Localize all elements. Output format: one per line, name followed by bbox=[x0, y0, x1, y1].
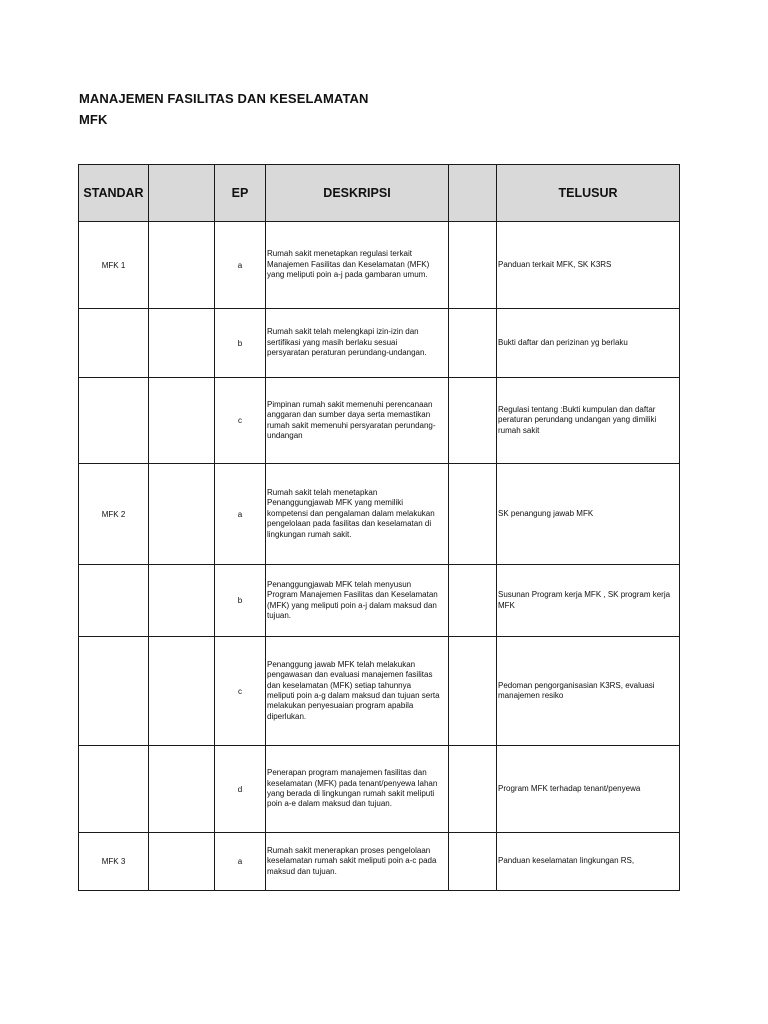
telusur-cell bbox=[497, 464, 680, 565]
standar-cell bbox=[79, 746, 149, 833]
ep-cell: c bbox=[215, 378, 266, 464]
table-row bbox=[79, 222, 680, 309]
deskripsi-cell bbox=[266, 309, 449, 378]
ep-cell: c bbox=[215, 637, 266, 746]
empty-cell bbox=[449, 565, 497, 637]
telusur-cell bbox=[497, 637, 680, 746]
mfk-table bbox=[78, 164, 680, 891]
standar-cell bbox=[79, 378, 149, 464]
deskripsi-text: Pimpinan rumah sakit memenuhi perencanaan anggaran dan sumber daya serta memastikan rumah sakit memenuhi persyaratan perundang-undangan bbox=[267, 399, 436, 440]
deskripsi-cell bbox=[266, 464, 449, 565]
telusur-text: Pedoman pengorganisasian K3RS, evaluasi manajemen resiko bbox=[498, 680, 655, 700]
empty-cell bbox=[449, 746, 497, 833]
header-deskripsi: DESKRIPSI bbox=[266, 165, 449, 222]
ep-cell: d bbox=[215, 746, 266, 833]
header-standar: STANDAR bbox=[79, 165, 149, 222]
telusur-cell bbox=[497, 222, 680, 309]
standar-cell: MFK 1 bbox=[79, 222, 149, 309]
table-row bbox=[79, 746, 680, 833]
deskripsi-cell bbox=[266, 833, 449, 891]
ep-cell: b bbox=[215, 565, 266, 637]
ep-cell: a bbox=[215, 222, 266, 309]
table-header-row bbox=[79, 165, 680, 222]
deskripsi-cell bbox=[266, 378, 449, 464]
empty-cell bbox=[449, 464, 497, 565]
table-row bbox=[79, 833, 680, 891]
telusur-cell bbox=[497, 565, 680, 637]
table-row bbox=[79, 565, 680, 637]
telusur-text: SK penangung jawab MFK bbox=[498, 508, 594, 518]
telusur-text: Program MFK terhadap tenant/penyewa bbox=[498, 783, 641, 793]
deskripsi-cell bbox=[266, 746, 449, 833]
table-row bbox=[79, 464, 680, 565]
deskripsi-text: Rumah sakit menerapkan proses pengelolaan keselamatan rumah sakit meliputi poin a-c pada maksud dan tujuan. bbox=[267, 845, 437, 876]
empty-cell bbox=[149, 222, 215, 309]
telusur-cell bbox=[497, 746, 680, 833]
telusur-cell bbox=[497, 309, 680, 378]
telusur-text: Bukti daftar dan perizinan yg berlaku bbox=[498, 337, 628, 347]
deskripsi-text: Penanggung jawab MFK telah melakukan pengawasan dan evaluasi manajemen fasilitas dan keselamatan (MFK) setiap tahunnya meliputi poin a-g dalam maksud dan tujuan serta melakukan penyesuaian program apabila diperlukan. bbox=[267, 659, 440, 721]
table-row bbox=[79, 637, 680, 746]
ep-cell: a bbox=[215, 833, 266, 891]
empty-cell bbox=[449, 309, 497, 378]
ep-cell: b bbox=[215, 309, 266, 378]
deskripsi-text: Rumah sakit telah melengkapi izin-izin dan sertifikasi yang masih berlaku sesuai persyaratan peraturan perundang-undangan. bbox=[267, 327, 427, 358]
ep-cell: a bbox=[215, 464, 266, 565]
empty-cell bbox=[149, 309, 215, 378]
deskripsi-text: Penanggungjawab MFK telah menyusun Program Manajemen Fasilitas dan Keselamatan (MFK) yang meliputi poin a-j dalam maksud dan tujuan. bbox=[267, 579, 438, 620]
empty-cell bbox=[149, 833, 215, 891]
empty-cell bbox=[449, 637, 497, 746]
table-row bbox=[79, 378, 680, 464]
empty-cell bbox=[449, 378, 497, 464]
header-telusur: TELUSUR bbox=[497, 165, 680, 222]
standar-cell: MFK 2 bbox=[79, 464, 149, 565]
telusur-text: Panduan keselamatan lingkungan RS, bbox=[498, 856, 635, 866]
telusur-text: Panduan terkait MFK, SK K3RS bbox=[498, 259, 612, 269]
empty-cell bbox=[149, 464, 215, 565]
empty-cell bbox=[449, 222, 497, 309]
empty-cell bbox=[149, 565, 215, 637]
telusur-text: Regulasi tentang :Bukti kumpulan dan daftar peraturan perundang undangan yang dimiliki rumah sakit bbox=[498, 404, 657, 435]
deskripsi-cell bbox=[266, 222, 449, 309]
header-blank bbox=[449, 165, 497, 222]
empty-cell bbox=[149, 637, 215, 746]
deskripsi-text: Rumah sakit telah menetapkan Penanggungjawab MFK yang memiliki kompetensi dan pengalaman dalam melakukan pengelolaan pada fasilitas dan keselamatan di lingkungan rumah sakit. bbox=[267, 487, 435, 539]
empty-cell bbox=[449, 833, 497, 891]
header-ep: EP bbox=[215, 165, 266, 222]
telusur-cell bbox=[497, 378, 680, 464]
standar-cell: MFK 3 bbox=[79, 833, 149, 891]
deskripsi-cell bbox=[266, 565, 449, 637]
empty-cell bbox=[149, 378, 215, 464]
deskripsi-cell bbox=[266, 637, 449, 746]
empty-cell bbox=[149, 746, 215, 833]
header-blank bbox=[149, 165, 215, 222]
document-subtitle: MFK bbox=[79, 112, 108, 127]
telusur-text: Susunan Program kerja MFK , SK program kerja MFK bbox=[498, 590, 671, 610]
deskripsi-text: Penerapan program manajemen fasilitas dan keselamatan (MFK) pada tenant/penyewa lahan yang berada di lingkungan rumah sakit meliputi poin a-e dalam maksud dan tujuan. bbox=[267, 768, 438, 809]
telusur-cell bbox=[497, 833, 680, 891]
deskripsi-text: Rumah sakit menetapkan regulasi terkait Manajemen Fasilitas dan Keselamatan (MFK) yang meliputi poin a-j pada gambaran umum. bbox=[267, 249, 430, 280]
table-row bbox=[79, 309, 680, 378]
standar-cell bbox=[79, 637, 149, 746]
document-title: MANAJEMEN FASILITAS DAN KESELAMATAN bbox=[79, 91, 369, 106]
standar-cell bbox=[79, 309, 149, 378]
standar-cell bbox=[79, 565, 149, 637]
